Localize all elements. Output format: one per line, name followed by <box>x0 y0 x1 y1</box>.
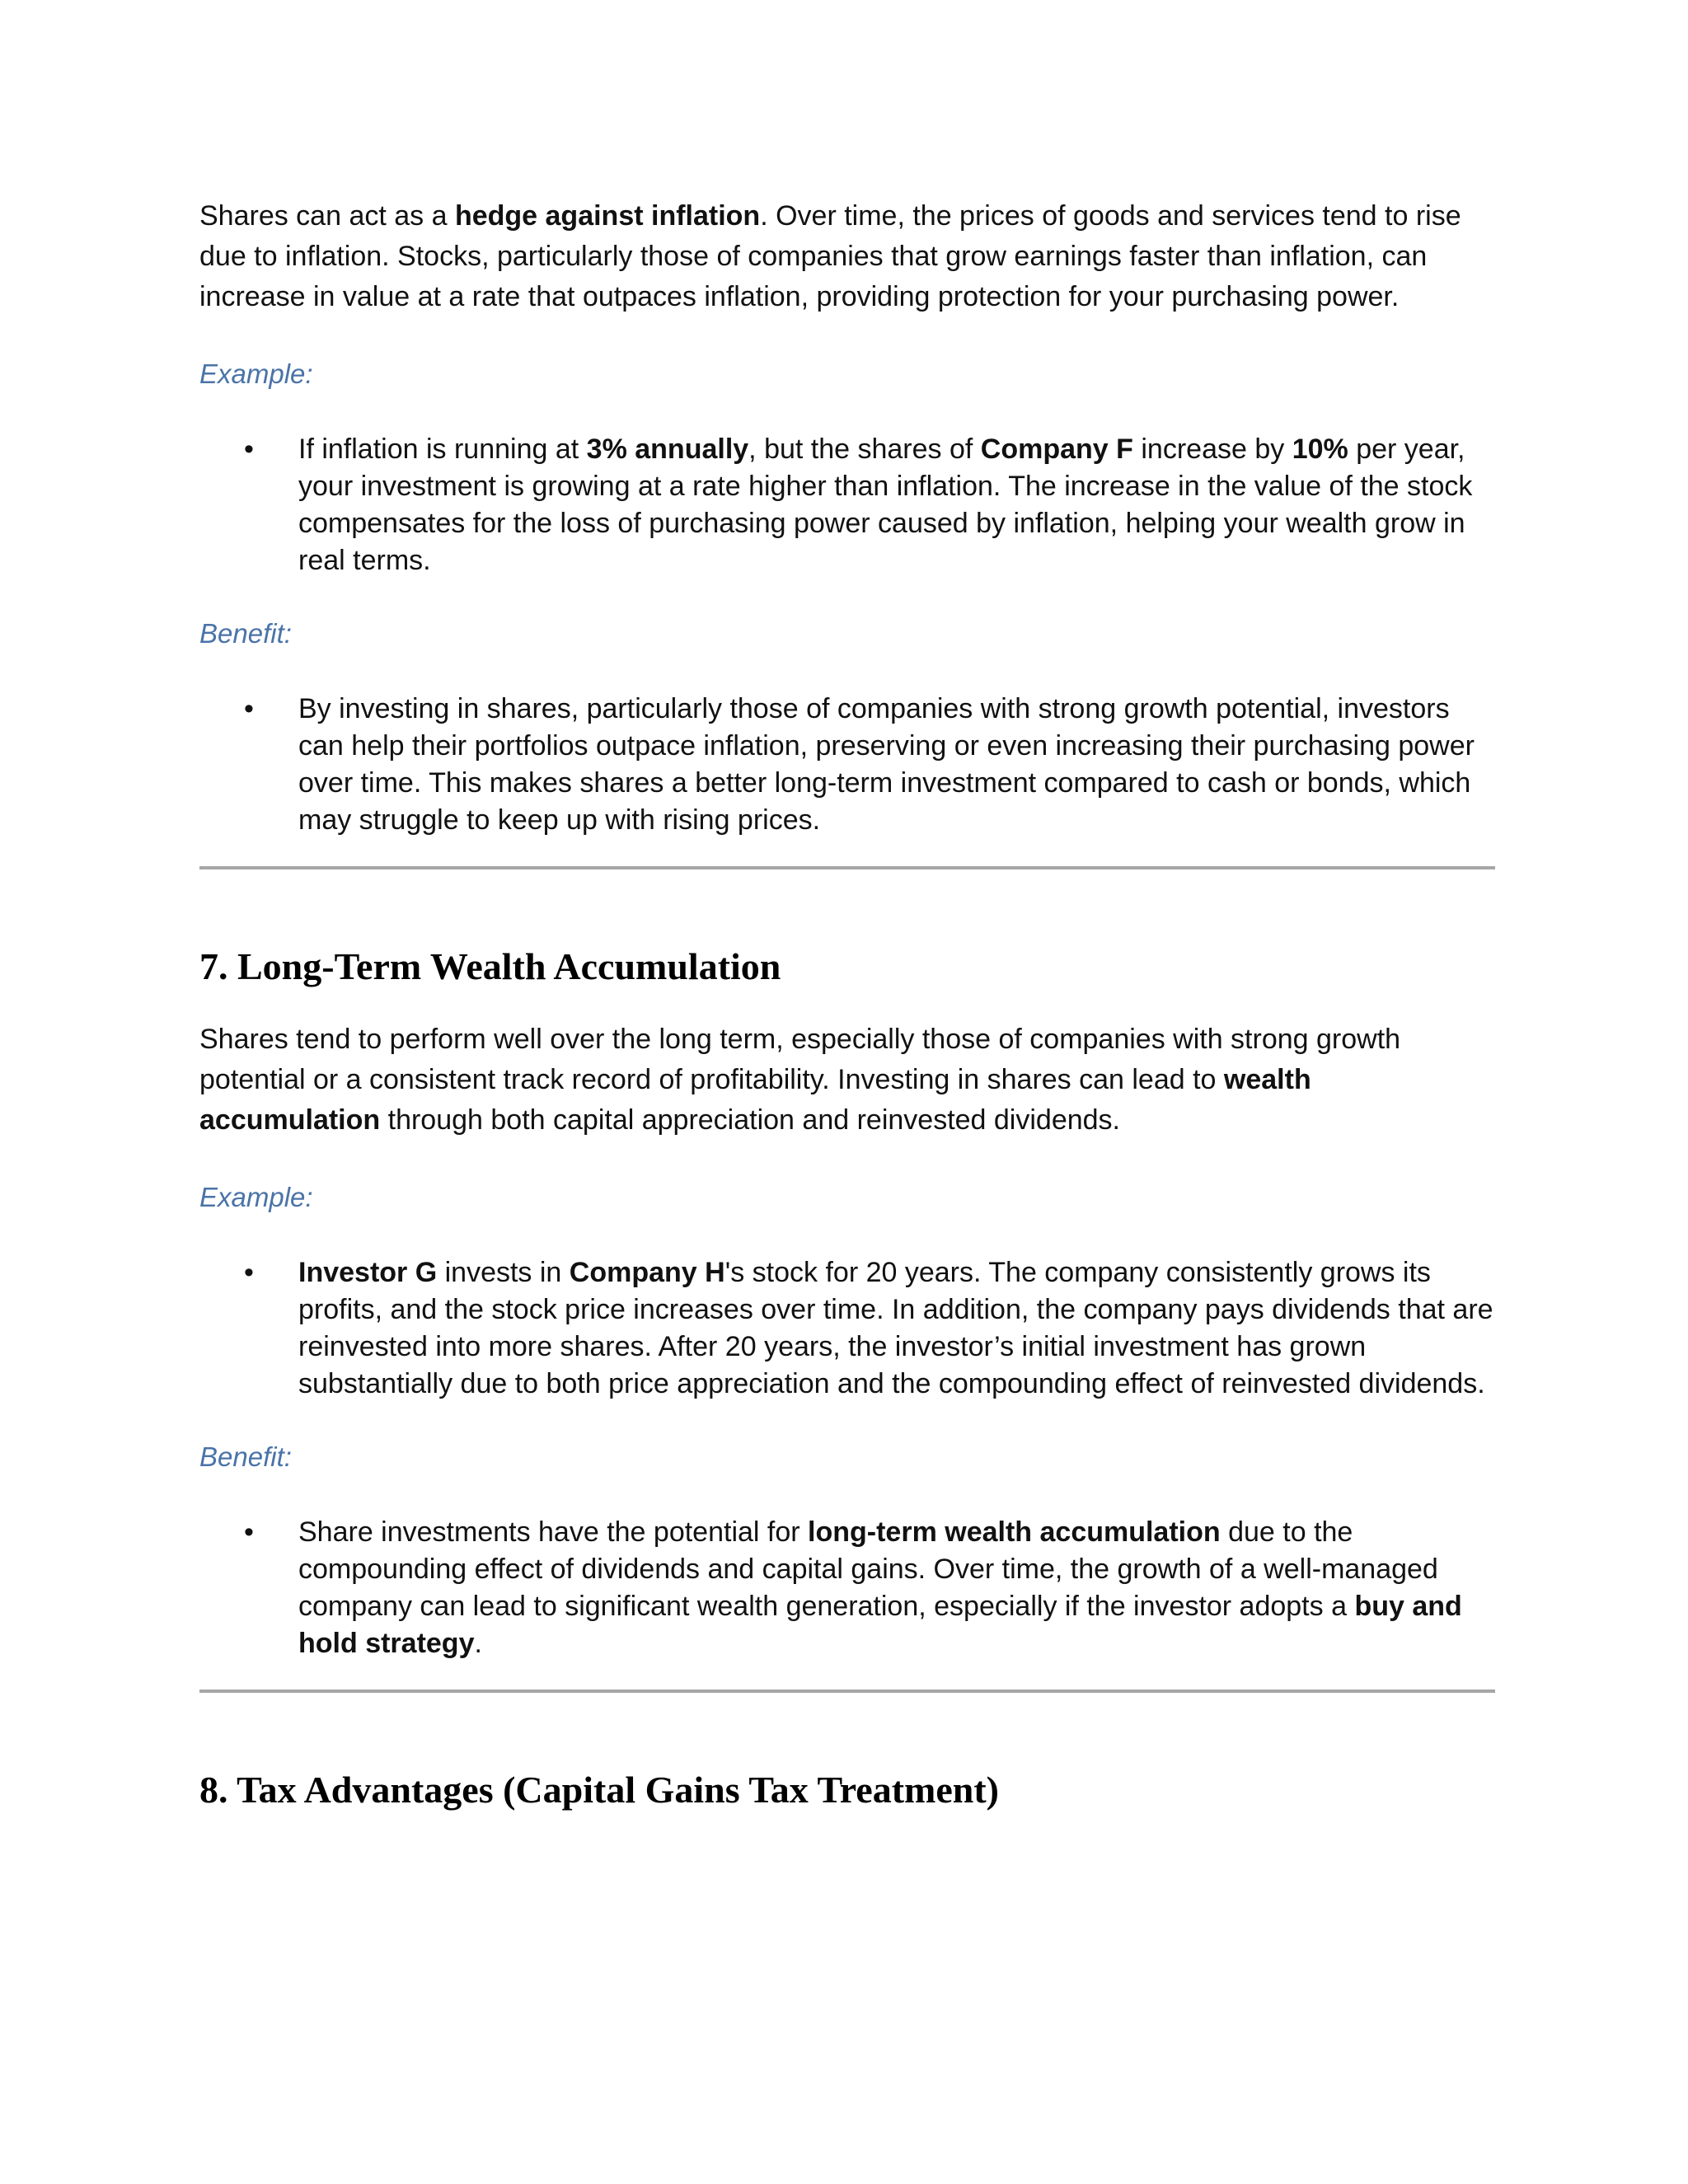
text-run: invests in <box>437 1257 570 1288</box>
bullet-icon: • <box>244 1257 254 1288</box>
list-item <box>199 1254 1495 1403</box>
wealth-accumulation-paragraph <box>199 1019 1495 1141</box>
text-run: By investing in shares, particularly those of companies with strong growth potential, investors can help their portfolios outpace inflation, preserving or even increasing their purchasing power over time. This makes shares a better long-term investment compared to cash or bonds, which may struggle to keep up with rising prices. <box>298 693 1475 836</box>
bullet-icon: • <box>244 693 254 724</box>
bold-text: 3% annually <box>586 434 749 465</box>
example-list <box>199 431 1495 579</box>
text-run: If inflation is running at <box>298 434 587 465</box>
text-run: . Over time, the prices of goods and services tend to rise due to inflation. Stocks, particularly those of companies that grow earnings faster than inflation, can increase in value at a rate that outpaces inflation, providing protection for your purchasing power. <box>199 200 1461 312</box>
section-8-heading: 8. Tax Advantages (Capital Gains Tax Treatment) <box>199 1769 999 1811</box>
bullet-icon: • <box>244 1516 254 1548</box>
text-run: , but the shares of <box>748 434 981 465</box>
section-7-heading: 7. Long-Term Wealth Accumulation <box>199 945 781 987</box>
text-run: . <box>474 1628 482 1659</box>
list-item <box>199 1514 1495 1662</box>
text-run: through both capital appreciation and reinvested dividends. <box>380 1104 1121 1136</box>
text-run: per year, your investment is growing at a rate higher than inflation. The increase in the value of the stock compensates for the loss of purchasing power caused by inflation, helping your wealth grow in real terms. <box>298 434 1473 576</box>
text-run: Share investments have the potential for <box>298 1516 809 1548</box>
example-label: Example: <box>199 1182 313 1212</box>
text-run: increase by <box>1132 434 1292 465</box>
list-item <box>199 691 1495 839</box>
benefit-list <box>199 691 1495 839</box>
section-divider <box>199 866 1495 869</box>
benefit-label: Benefit: <box>199 1441 292 1472</box>
text-run: Shares can act as a <box>199 200 455 232</box>
example-text <box>298 1257 1493 1399</box>
document-page <box>199 196 1495 1813</box>
bold-text: Company H <box>569 1257 725 1288</box>
bold-text: 10% <box>1292 434 1348 465</box>
text-run: Shares tend to perform well over the long term, especially those of companies with strong growth potential or a consistent track record of profitability. Investing in shares can lead to <box>199 1024 1401 1095</box>
bold-text: Company F <box>980 434 1133 465</box>
text-run: 's stock for 20 years. The company consistently grows its profits, and the stock price increases over time. In addition, the company pays dividends that are reinvested into more shares. After 20 years, the investor’s initial investment has grown substantially due to both price appreciation and the compounding effect of reinvested dividends. <box>298 1257 1493 1399</box>
bold-text: buy and hold strategy <box>298 1591 1462 1659</box>
benefit-list <box>199 1514 1495 1662</box>
text-run: due to the compounding effect of dividends and capital gains. Over time, the growth of a well-managed company can lead to significant wealth generation, especially if the investor adopts a <box>298 1516 1438 1622</box>
section-divider <box>199 1690 1495 1693</box>
example-text <box>298 434 1472 576</box>
inflation-hedge-paragraph <box>199 196 1495 317</box>
list-item <box>199 431 1495 579</box>
bold-text: long-term wealth accumulation <box>808 1516 1221 1548</box>
bold-text: Investor G <box>298 1257 438 1288</box>
example-list <box>199 1254 1495 1403</box>
example-label: Example: <box>199 359 313 389</box>
benefit-text <box>298 693 1475 836</box>
bold-text: hedge against inflation <box>454 200 761 232</box>
bullet-icon: • <box>244 434 254 465</box>
bold-text: wealth accumulation <box>199 1064 1311 1136</box>
benefit-text <box>298 1516 1462 1659</box>
benefit-label: Benefit: <box>199 618 292 649</box>
